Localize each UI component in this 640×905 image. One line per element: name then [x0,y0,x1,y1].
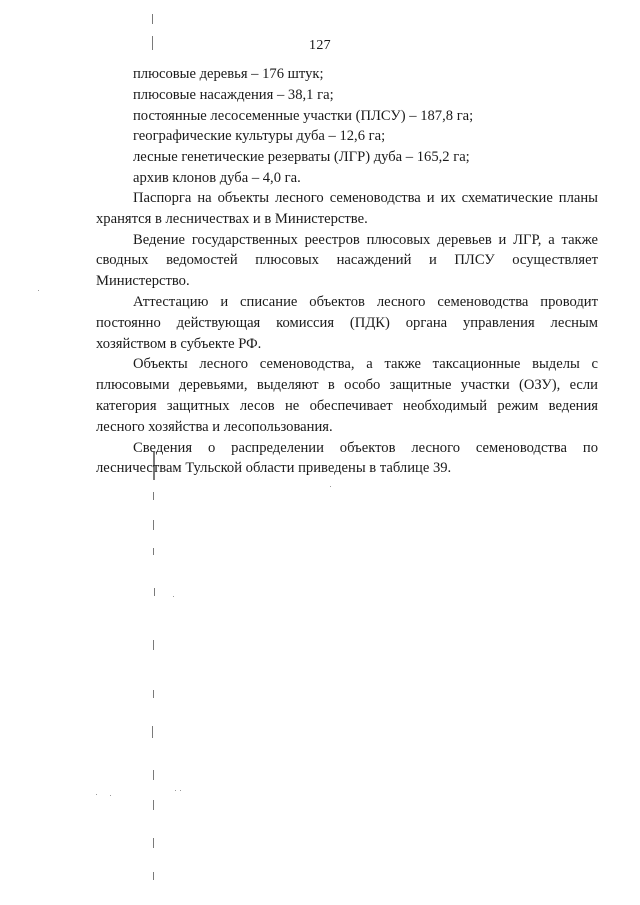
paragraph: Сведения о распределении объектов лесного семеноводства по лесничествам Тульской области приведены в таблице 39. [96,439,598,477]
scan-artifact-dot [110,795,111,796]
scan-artifact-mark [153,492,154,500]
scan-artifact-mark [154,588,155,596]
scan-artifact-mark [153,548,154,555]
page-number: 127 [309,38,331,53]
list-item: плюсовые деревья – 176 штук; [133,66,324,82]
scan-artifact-mark [153,838,154,848]
scan-artifact-dot [173,596,174,597]
paragraph: Аттестацию и списание объектов лесного семеноводства проводит постоянно действующая комиссия (ПДК) органа управления лесным хозяйством в субъекте РФ. [96,293,598,352]
scan-artifact-mark [153,770,154,780]
list-item: архив клонов дуба – 4,0 га. [133,169,301,186]
scan-artifact-mark [152,726,153,738]
scan-artifact-dot [38,290,39,291]
paragraph: Объекты лесного семеноводства, а также таксационные выделы с плюсовыми деревьями, выделяют в особо защитные участки (ОЗУ), если категория защитных лесов не обеспечивает необходимый режим ведения лесного хозяйства и лесопользования. [96,356,598,435]
scan-artifact-mark [153,520,154,530]
paragraph: Паспорга на объекты лесного семеноводства и их схематические планы хранятся в лесничествах и в Министерстве. [96,190,598,227]
scan-artifact-dot [175,790,176,791]
scan-artifact-dot [180,790,181,791]
list-item: географические культуры дуба – 12,6 га; [133,128,386,145]
list-item: лесные генетические резерваты (ЛГР) дуба – 165,2 га; [133,149,470,166]
scan-artifact-mark [153,640,154,650]
list-item: плюсовые насаждения – 38,1 га; [133,86,334,103]
paragraph: Ведение государственных реестров плюсовых деревьев и ЛГР, а также сводных ведомостей плюсовых насаждений и ПЛСУ осуществляет Министерство. [96,231,598,290]
statistics-list [133,64,603,189]
scan-artifact-dot [330,486,331,487]
scan-artifact-mark [153,690,154,698]
scan-artifact-mark [153,872,154,880]
scan-artifact-mark [153,800,154,810]
scan-artifact-dot [96,794,97,795]
list-item: постоянные лесосеменные участки (ПЛСУ) – 187,8 га; [133,107,474,124]
scan-artifact-mark [152,14,153,24]
body-text [96,188,598,479]
